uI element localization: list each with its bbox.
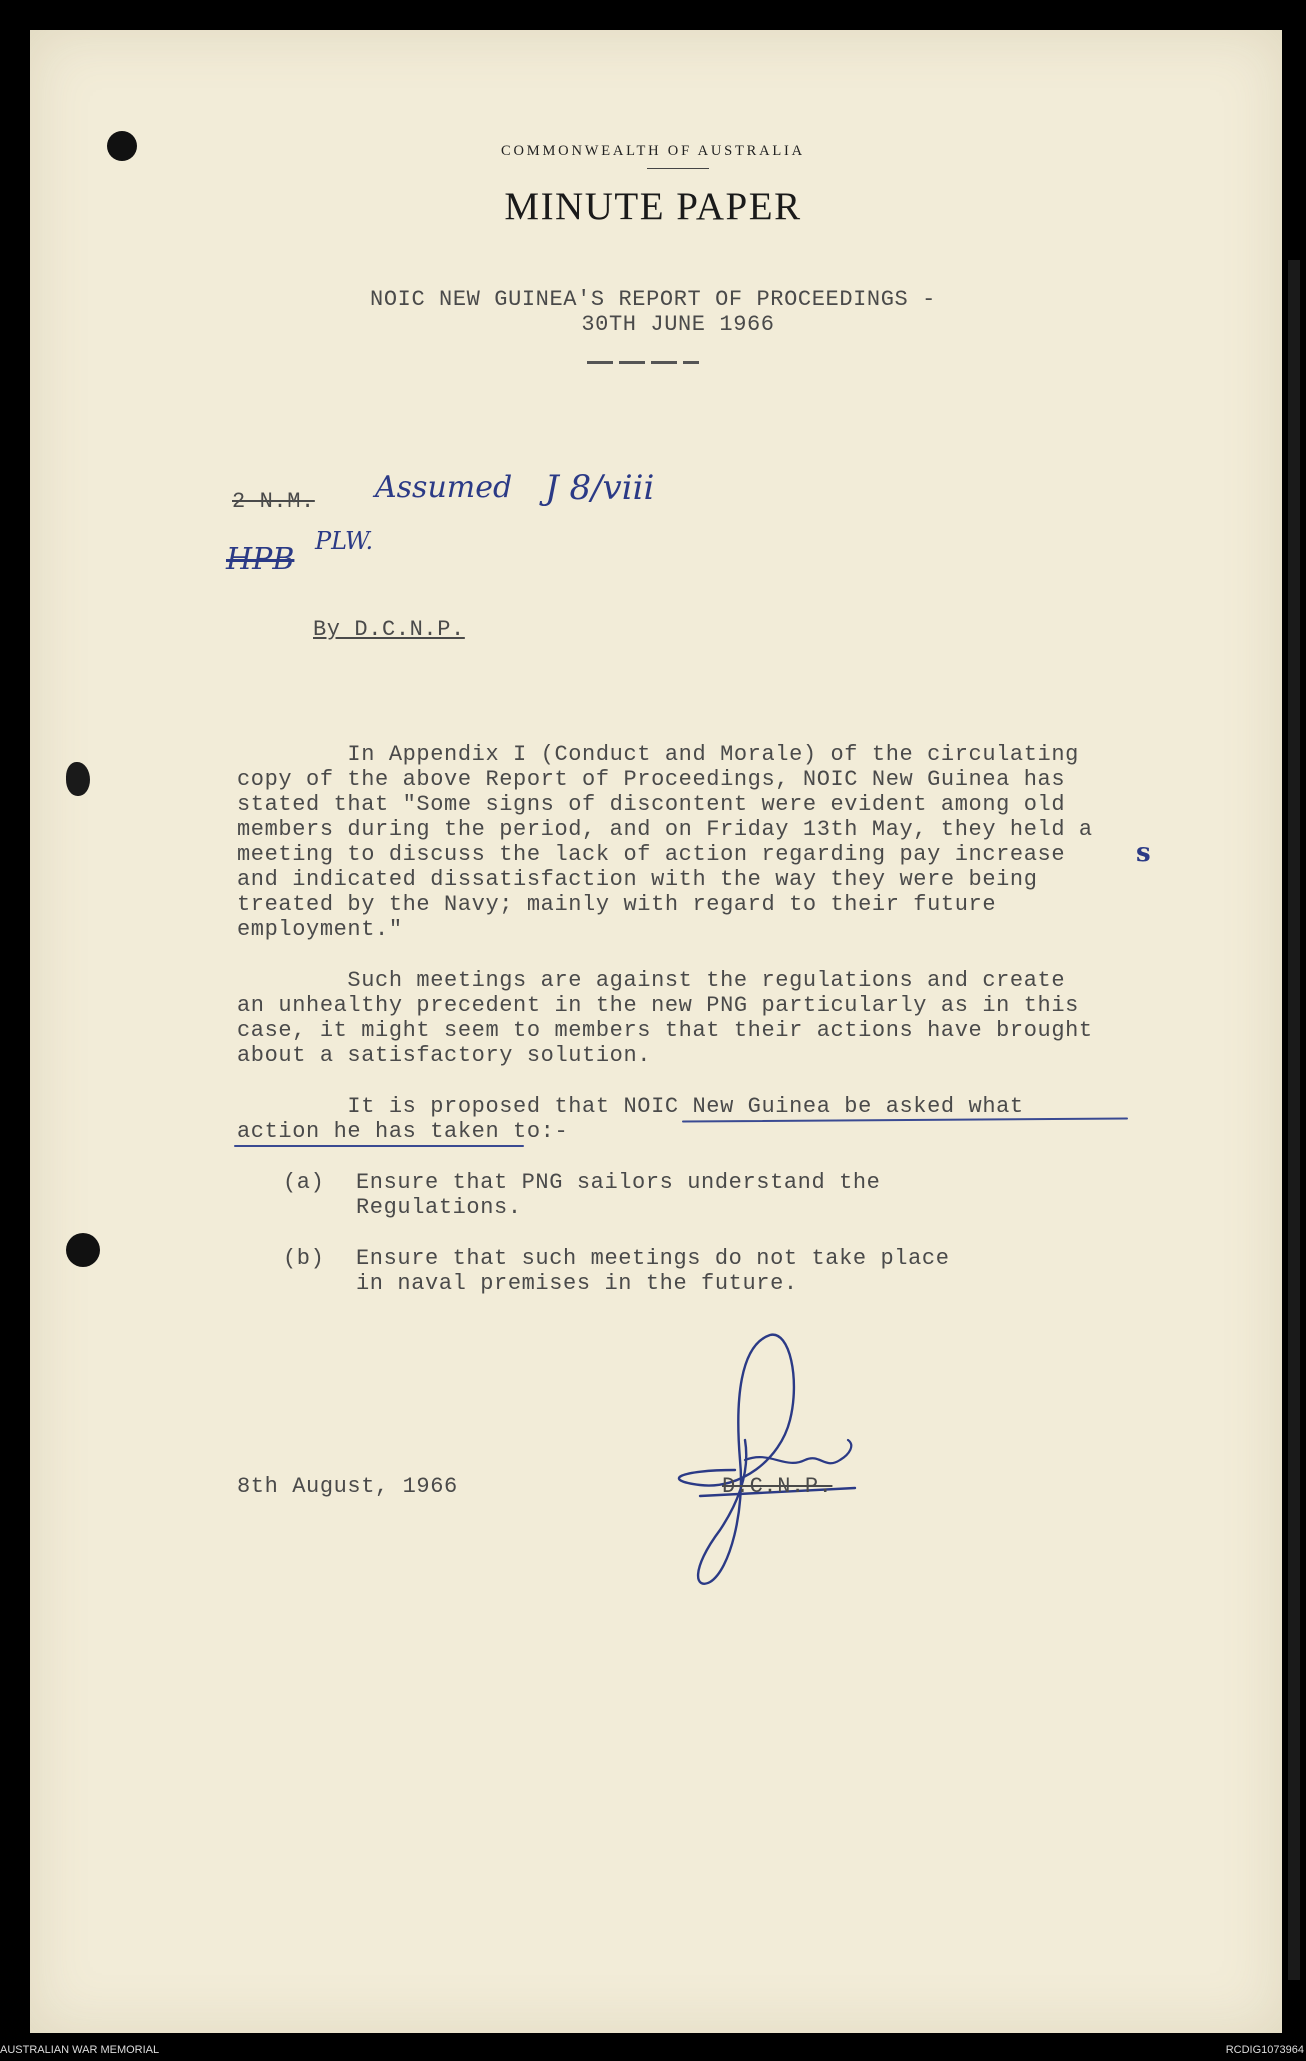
footer-source: AUSTRALIAN WAR MEMORIAL [0, 2044, 160, 2056]
heading-rule [647, 168, 709, 169]
p1-line: stated that "Some signs of discontent were evident among old [237, 792, 1066, 817]
p3-line: It is proposed that NOIC New Guinea be asked what [237, 1094, 1024, 1119]
item-label: (b) [283, 1246, 325, 1271]
p3-line: action he has taken to:- [237, 1119, 569, 1144]
punch-hole-bottom [66, 1233, 100, 1267]
subject-underline [587, 361, 699, 364]
document-title: MINUTE PAPER [504, 185, 802, 228]
handwritten-signature [640, 1320, 880, 1590]
routing-hand-plw: PLW. [315, 527, 374, 555]
routing-hand-initials: J 8/viii [545, 468, 655, 508]
p1-line: meeting to discuss the lack of action regarding pay increase [237, 842, 1066, 867]
item-line: Ensure that such meetings do not take place [356, 1246, 950, 1271]
p1-line: treated by the Navy; mainly with regard to their future [237, 892, 997, 917]
routing-hand-struck: HPB [226, 542, 295, 577]
p1-line: copy of the above Report of Proceedings, NOIC New Guinea has [237, 767, 1066, 792]
by-line: By D.C.N.P. [313, 617, 465, 642]
p1-hand-insert: s [1136, 838, 1151, 868]
p2-line: an unhealthy precedent in the new PNG particularly as in this [237, 993, 1079, 1018]
signatory-title: D.C.N.P. [722, 1474, 833, 1499]
p2-line: about a satisfactory solution. [237, 1043, 652, 1068]
item-line: Regulations. [356, 1195, 522, 1220]
p1-line: In Appendix I (Conduct and Morale) of the circulating [237, 742, 1079, 767]
p2-line: Such meetings are against the regulations and create [237, 968, 1066, 993]
p2-line: case, it might seem to members that their actions have brought [237, 1018, 1093, 1043]
subject-line-1: NOIC NEW GUINEA'S REPORT OF PROCEEDINGS - [370, 287, 936, 312]
p1-line: members during the period, and on Friday 13th May, they held a [237, 817, 1093, 842]
subject-line-2: 30TH JUNE 1966 [581, 312, 775, 337]
organisation-heading: COMMONWEALTH OF AUSTRALIA [501, 143, 805, 159]
routing-hand-assumed: Assumed [375, 470, 513, 505]
footer-record-id: RCDIG1073964 [1225, 2044, 1304, 2056]
page-edge-shadow [1288, 260, 1300, 1980]
routing-typed-2nm: 2 N.M. [232, 489, 315, 514]
item-line: Ensure that PNG sailors understand the [356, 1170, 881, 1195]
item-label: (a) [283, 1170, 325, 1195]
p1-line: employment." [237, 917, 403, 942]
torn-hole-middle [66, 762, 90, 796]
item-line: in naval premises in the future. [356, 1271, 798, 1296]
date-line: 8th August, 1966 [237, 1474, 458, 1499]
p1-line: and indicated dissatisfaction with the way they were being [237, 867, 1038, 892]
hand-underline-2 [234, 1145, 524, 1147]
